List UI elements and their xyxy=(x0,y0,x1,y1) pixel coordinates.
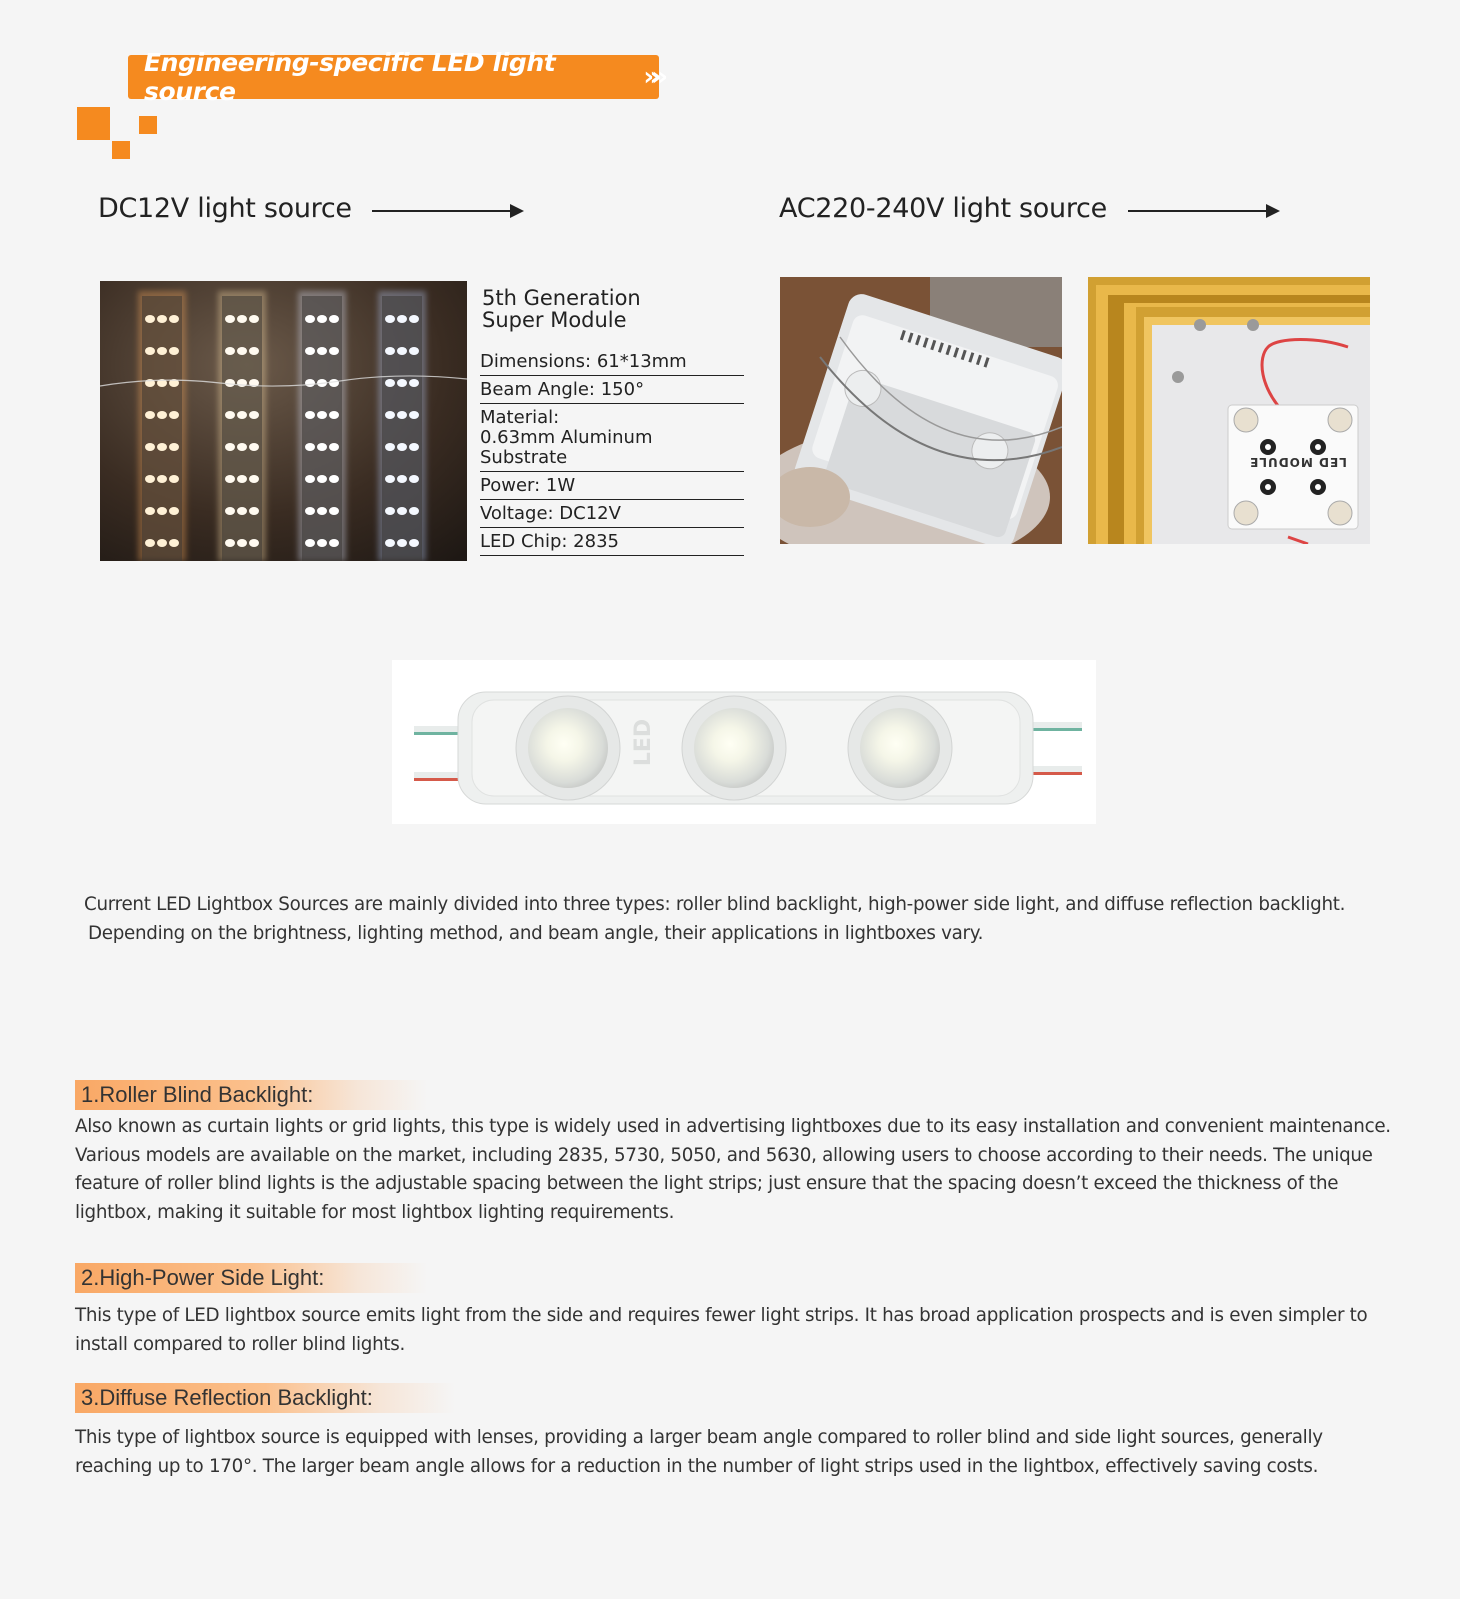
section-body-diffuse: This type of lightbox source is equipped with lenses, providing a larger beam angle compared to roller blind and side light sources, generally reaching up to 170°. The larger beam angle allows for a reduction in the number of light strips used in the lightbox, effectively saving costs. xyxy=(75,1427,1323,1477)
section-body-roller-blind: Also known as curtain lights or grid lights, this type is widely used in advertising lightboxes due to its easy installation and convenient maintenance. Various models are available on the market, including 2835, 5730, 5050, and 5630, allowing users to choose according to their needs. The unique feature of roller blind lights is the adjustable spacing between the light strips; just ensure that the spacing doesn’t exceed the thickness of the lightbox, making it suitable for most lightbox lighting requirements. xyxy=(75,1116,1391,1223)
spec-list xyxy=(480,348,744,556)
packaged-modules-photo xyxy=(780,277,1062,544)
spec-item: Beam Angle: 150° xyxy=(480,376,744,404)
three-lens-module-photo xyxy=(392,660,1096,824)
spec-title: 5th Generation Super Module xyxy=(482,286,641,332)
module-embossed-text: LED xyxy=(631,718,657,767)
chevron-right-icon: »» xyxy=(643,62,659,92)
arrow-right-icon xyxy=(372,210,522,212)
spec-item: Dimensions: 61*13mm xyxy=(480,348,744,376)
section-body-side-light: This type of LED lightbox source emits light from the side and requires fewer light strips. It has broad application prospects and is even simpler to install compared to roller blind lights. xyxy=(75,1305,1368,1355)
spec-item: 0.63mm Aluminum Substrate xyxy=(480,428,744,472)
arrow-right-icon xyxy=(1128,210,1278,212)
banner-title: Engineering-specific LED light source xyxy=(144,48,556,106)
module-label: LED MODULE xyxy=(1249,455,1347,469)
section-label-diffuse: 3.Diffuse Reflection Backlight: xyxy=(75,1383,455,1413)
spec-item: Voltage: DC12V xyxy=(480,500,744,528)
spec-item: Material: xyxy=(480,407,560,428)
dc12v-heading: DC12V light source xyxy=(98,193,352,224)
intro-paragraph: Current LED Lightbox Sources are mainly divided into three types: roller blind backlight, high-power side light, and diffuse reflection backlight. Depending on the brightness, lighting method, and beam angle, their applications in lightboxes vary. xyxy=(84,894,1346,944)
ac220-heading: AC220-240V light source xyxy=(779,193,1107,224)
section-label-side-light: 2.High-Power Side Light: xyxy=(75,1263,427,1293)
spec-item: LED Chip: 2835 xyxy=(480,528,744,556)
led-strips-photo xyxy=(100,281,467,561)
section-label-roller-blind: 1.Roller Blind Backlight: xyxy=(75,1080,427,1110)
section-banner xyxy=(128,48,659,106)
spec-item: Power: 1W xyxy=(480,472,744,500)
square-module-photo xyxy=(1088,277,1370,544)
